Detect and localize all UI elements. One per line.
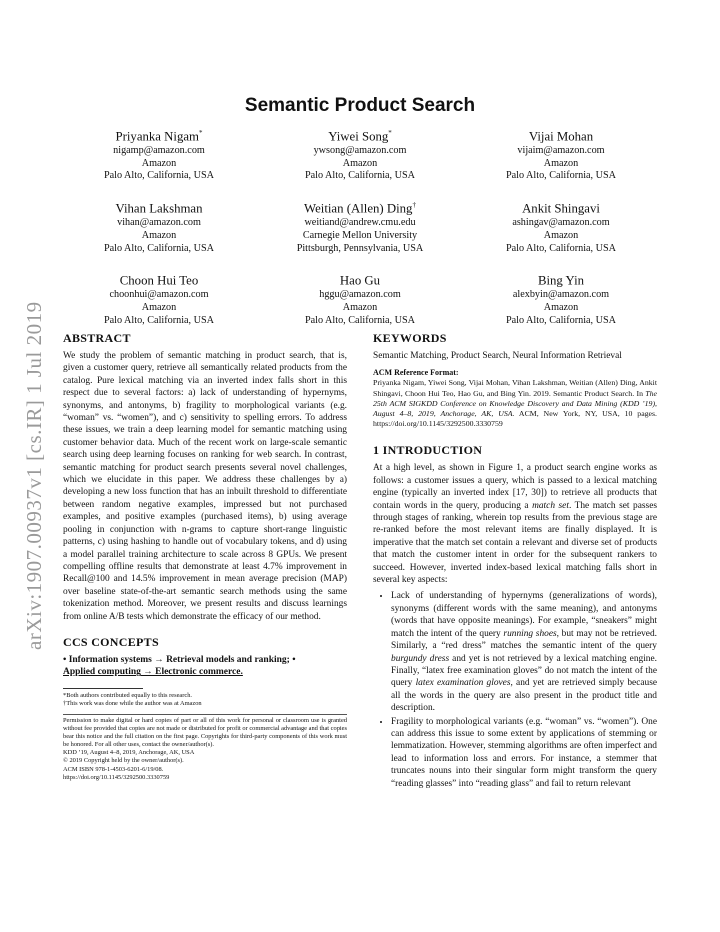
intro-bullet-list (373, 590, 657, 790)
ccs-line-1: • Information systems → Retrieval models and ranking; • (63, 654, 296, 665)
conference-venue: KDD ’19, August 4–8, 2019, Anchorage, AK, USA (63, 749, 195, 757)
author-card (466, 126, 656, 183)
author-name-text: Ankit Shingavi (522, 201, 600, 216)
author-name-text: Hao Gu (339, 273, 381, 288)
footnote-author-affiliation: †This work was done while the author was at Amazon (63, 699, 202, 707)
bullet-morphological: • Fragility to morphological variants (e.g. “woman” vs. “women”). One can address this issue to some extent by applications of stemming or lemmatization. However, stemming algorithms are often imperfect and lead to information loss and errors. For instance, a stemmer that truncates nouns into their singular form might transform the query “reading glasses” into “reading glass” and fail to return relevant (391, 716, 657, 790)
isbn-line: ACM ISBN 978-1-4503-6201-6/19/08. (63, 765, 164, 773)
ccs-line-2: Applied computing → Electronic commerce. (63, 667, 243, 678)
author-name-text: Yiwei Song (328, 129, 389, 144)
author-email[interactable]: ashingav@amazon.com (512, 217, 610, 229)
author-mark: † (412, 201, 416, 210)
ccs-heading: CCS CONCEPTS (63, 634, 159, 649)
author-location: Palo Alto, California, USA (505, 170, 617, 182)
author-location: Palo Alto, California, USA (505, 242, 617, 254)
author-name (265, 270, 455, 288)
abstract-text: We study the problem of semantic matching in product search, that is, given a customer query, retrieve all semantically related products from the catalog. Pure lexical matching via an inverted index falls short in this respect due to several factors: a) lack of understanding of hypernyms, synonyms, and antonyms, b) fragility to morphological variants (e.g. “woman” vs. “women”), and c) sensitivity to spelling errors. To address these issues, we train a deep learning model for semantic matching using customer behavior data. Much of the recent work on large-scale semantic search using deep learning focuses on ranking for web search. In contrast, semantic matching for product search presents several novel challenges, which we elucidate in this paper. We address these challenges by a) developing a new loss function that has an inbuilt threshold to differentiate between random negative examples, impressed but not purchased examples, and positive examples (purchased items), b) using average pooling in conjunction with n-grams to capture short-range linguistic patterns, c) using hashing to handle out of vocabulary tokens, and d) using a model parallel training architecture to scale across 8 GPUs. We present compelling offline results that demonstrate at least 4.7% improvement in Recall@100 and 14.5% improvement in mean average precision (MAP) over baseline state-of-the-art semantic search methods using the same tokenization method. Moreover, we present results and discuss learnings from online A/B tests which demonstrate the efficacy of our method. (63, 351, 347, 622)
author-card (265, 198, 455, 255)
author-name (265, 198, 455, 216)
introduction-heading: 1 INTRODUCTION (373, 443, 483, 458)
bullet-1-text-d: , and yet are retrieved simply because all the words in the query are also present in the product title and description. (391, 678, 658, 714)
keywords-heading: KEYWORDS (373, 331, 447, 345)
bullet-1-text-a: Lack of understanding of hypernyms (generalizations of words), synonyms (different words with the same meaning), and antonyms (words that have opposite meanings). For example, “sneakers” might match the intent of the query (391, 591, 657, 639)
abstract-heading: ABSTRACT (63, 331, 131, 345)
bullet-1-em-1: running shoes (503, 628, 557, 639)
author-location: Palo Alto, California, USA (304, 170, 416, 182)
author-email[interactable]: weitiand@andrew.cmu.edu (304, 217, 416, 229)
permission-notice: Permission to make digital or hard copies of part or all of this work for personal or classroom use is granted without fee provided that copies are not made or distributed for profit or commercial advantage and that copies bear this notice and the full citation on the first page. Copyrights for third-party components of this work must be honored. For all other uses, contact the owner/author(s). (63, 716, 347, 749)
author-mark: * (199, 129, 203, 137)
footnote-equal-contribution: *Both authors contributed equally to this research. (63, 691, 193, 699)
acm-reference-authors: Priyanka Nigam, Yiwei Song, Vijai Mohan, Vihan Lakshman, Weitian (Allen) Ding, Ankit Shingavi, Choon Hui Teo, Hao Gu, and Bing Yin. 2019. Semantic Product Search. In (373, 378, 657, 398)
author-location: Palo Alto, California, USA (103, 242, 215, 254)
bullet-1-text-b: , but may not be retrieved. Similarly, a “red dress” matches the semantic intent of the query (391, 628, 657, 652)
author-name-text: Bing Yin (537, 273, 585, 288)
footnote-rule (63, 688, 143, 689)
author-email[interactable]: alexbyin@amazon.com (512, 289, 610, 301)
left-column (63, 331, 347, 782)
bullet-1-em-3: latex examination gloves (415, 678, 511, 689)
doi-link[interactable]: https://doi.org/10.1145/3292500.3330759 (63, 773, 170, 781)
author-email[interactable]: vijaim@amazon.com (517, 145, 605, 157)
author-affiliation: Amazon (543, 229, 579, 241)
bullet-1-text-c: and yet is not retrieved by a lexical matching engine. Finally, “latex free examination gloves” do not match the intent of the query (391, 653, 657, 689)
author-name-text: Weitian (Allen) Ding (304, 201, 413, 216)
author-email[interactable]: choonhui@amazon.com (109, 289, 209, 301)
author-card (64, 126, 254, 183)
author-affiliation: Amazon (543, 301, 579, 313)
author-location: Pittsburgh, Pennsylvania, USA (296, 242, 424, 254)
author-name (466, 198, 656, 216)
author-name (466, 126, 656, 144)
author-card (64, 270, 254, 327)
author-affiliation: Carnegie Mellon University (302, 229, 418, 241)
author-affiliation: Amazon (141, 301, 177, 313)
author-affiliation: Amazon (543, 157, 579, 169)
author-email[interactable]: nigamp@amazon.com (113, 145, 205, 157)
author-affiliation: Amazon (342, 301, 378, 313)
arxiv-stamp: arXiv:1907.00937v1 [cs.IR] 1 Jul 2019 (22, 301, 46, 650)
author-card (265, 270, 455, 327)
bullet-hypernyms (391, 590, 657, 714)
author-row (64, 198, 656, 255)
permission-divider (63, 714, 347, 715)
author-email[interactable]: vihan@amazon.com (117, 217, 201, 229)
author-location: Palo Alto, California, USA (505, 314, 617, 326)
author-name-text: Vijai Mohan (528, 129, 594, 144)
introduction-paragraph (373, 462, 657, 586)
author-name (64, 270, 254, 288)
author-name (265, 126, 455, 144)
acm-reference-venue: The 25th ACM SIGKDD Conference on Knowledge Discovery and Data Mining (KDD ’19), August 4–8, 2019, Anchorage, AK, USA. (373, 388, 657, 419)
author-mark: * (388, 129, 392, 137)
author-name-text: Choon Hui Teo (119, 273, 199, 288)
author-card (466, 270, 656, 327)
intro-text-b: . The match set passes through stages of ranking, wherein top results from the previous stage are re-ranked before the most relevant items are finally displayed. It is imperative that the match set contain a relevant and diverse set of products that match the customer intent in order for the subsequent rankers to succeed. However, inverted index-based lexical matching falls short in several key aspects: (373, 500, 658, 586)
author-card (466, 198, 656, 255)
author-card (265, 126, 455, 183)
keywords-text: Semantic Matching, Product Search, Neural Information Retrieval (373, 351, 622, 361)
author-name (64, 126, 254, 144)
right-column (373, 331, 657, 791)
author-card (64, 198, 254, 255)
copyright-line: © 2019 Copyright held by the owner/author(s). (63, 757, 184, 765)
author-email[interactable]: hggu@amazon.com (319, 289, 401, 301)
acm-reference-text (373, 378, 657, 429)
acm-reference-heading: ACM Reference Format: (373, 368, 459, 378)
author-location: Palo Alto, California, USA (304, 314, 416, 326)
intro-text-a: At a high level, as shown in Figure 1, a product search engine works as follows: a customer issues a query, which is passed to a lexical matching engine (typically an inverted index [17, 30]) to retrieve all products that contain words in the query, producing a (373, 463, 657, 511)
ccs-concepts (63, 654, 347, 679)
author-block (64, 126, 656, 342)
author-row (64, 270, 656, 327)
author-name (466, 270, 656, 288)
author-name (64, 198, 254, 216)
author-name-text: Priyanka Nigam (115, 129, 200, 144)
author-affiliation: Amazon (342, 157, 378, 169)
author-location: Palo Alto, California, USA (103, 314, 215, 326)
author-email[interactable]: ywsong@amazon.com (313, 145, 407, 157)
paper-title: Semantic Product Search (244, 95, 476, 116)
author-name-text: Vihan Lakshman (115, 201, 203, 216)
author-row (64, 126, 656, 183)
bullet-1-em-2: burgundy dress (391, 653, 450, 664)
intro-match-set: match set (532, 500, 569, 511)
author-location: Palo Alto, California, USA (103, 170, 215, 182)
author-affiliation: Amazon (141, 157, 177, 169)
acm-reference-tail: ACM, New York, NY, USA, 10 pages. https://doi.org/10.1145/3292500.3330759 (373, 409, 658, 429)
author-affiliation: Amazon (141, 229, 177, 241)
